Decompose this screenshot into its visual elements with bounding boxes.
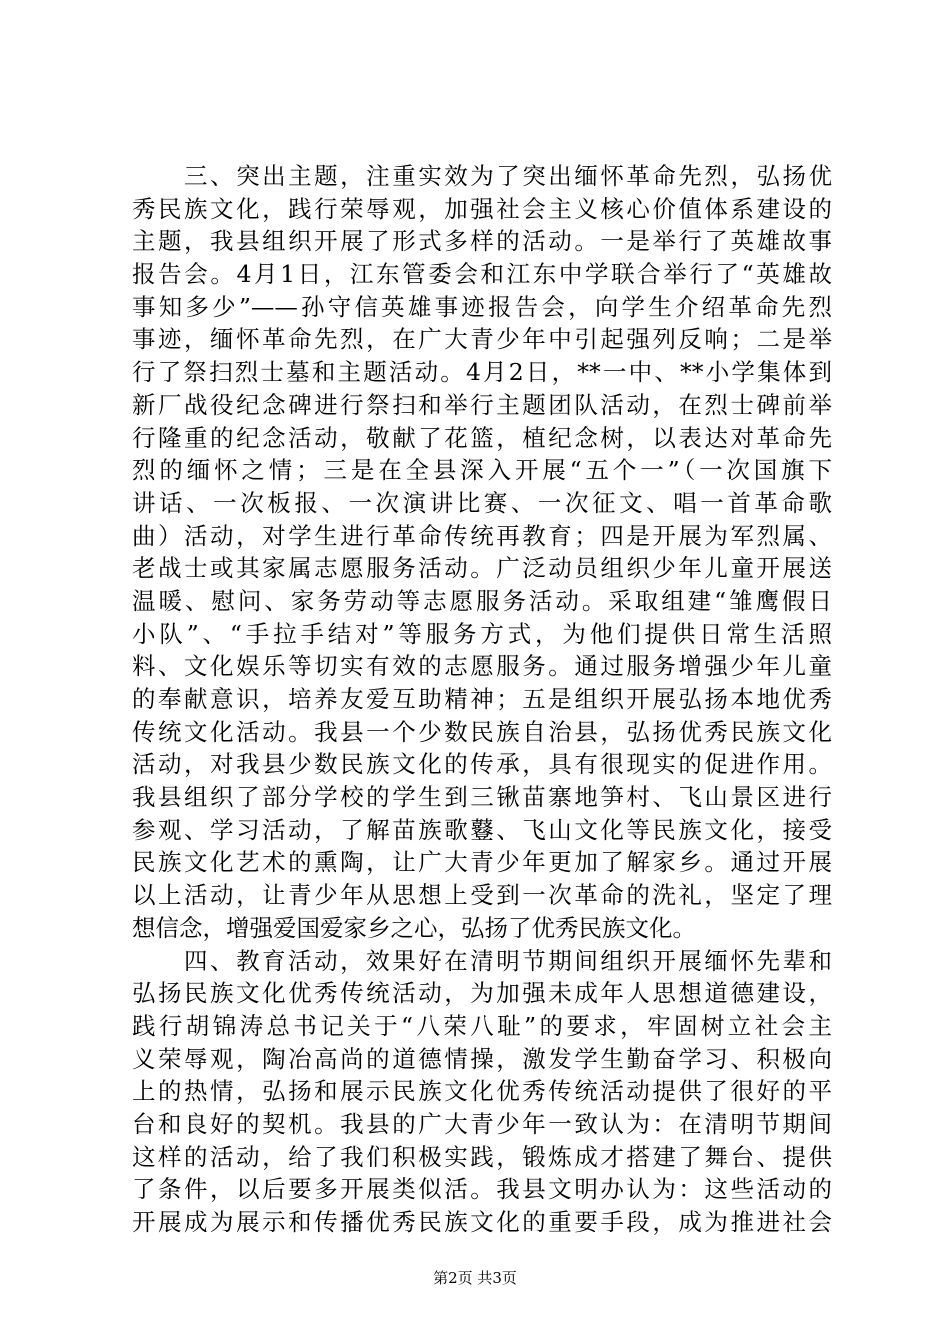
text-line: 想信念，增强爱国爱家乡之心，弘扬了优秀民族文化。: [132, 913, 696, 942]
text-line: 主题，我县组织开展了形式多样的活动。一是举行了英雄故事: [132, 227, 832, 256]
text-line: 行了祭扫烈士墓和主题活动。4月2日，**一中、**小学集体到: [132, 358, 832, 387]
text-line: 活动，对我县少数民族文化的传承，具有很现实的促进作用。: [132, 750, 832, 779]
text-line: 温暖、慰问、家务劳动等志愿服务活动。采取组建“雏鹰假日: [132, 586, 832, 615]
text-line: 传统文化活动。我县一个少数民族自治县，弘扬优秀民族文化: [132, 717, 832, 746]
text-line: 小队”、“手拉手结对”等服务方式，为他们提供日常生活照: [132, 619, 832, 648]
text-line: 料、文化娱乐等切实有效的志愿服务。通过服务增强少年儿童: [132, 652, 832, 681]
text-line: 台和良好的契机。我县的广大青少年一致认为：在清明节期间: [132, 1109, 832, 1138]
text-line: 行隆重的纪念活动，敬献了花篮，植纪念树，以表达对革命先: [132, 423, 832, 452]
text-line: 曲）活动，对学生进行革命传统再教育；四是开展为军烈属、: [132, 521, 832, 550]
text-line: 参观、学习活动，了解苗族歌鼟、飞山文化等民族文化，接受: [132, 815, 832, 844]
text-line: 新厂战役纪念碑进行祭扫和举行主题团队活动，在烈士碑前举: [132, 390, 832, 419]
page-footer: 第2页 共3页: [433, 1269, 517, 1287]
text-line: 以上活动，让青少年从思想上受到一次革命的洗礼，坚定了理: [132, 881, 832, 910]
text-line: 秀民族文化，践行荣辱观，加强社会主义核心价值体系建设的: [132, 194, 832, 223]
text-line: 烈的缅怀之情；三是在全县深入开展“五个一”（一次国旗下: [132, 456, 832, 485]
text-line: 民族文化艺术的熏陶，让广大青少年更加了解家乡。通过开展: [132, 848, 832, 877]
text-line: 了条件，以后要多开展类似活。我县文明办认为：这些活动的: [132, 1175, 832, 1204]
text-line: 事知多少”——孙守信英雄事迹报告会，向学生介绍革命先烈: [132, 292, 832, 321]
text-line: 弘扬民族文化优秀传统活动，为加强未成年人思想道德建设，: [132, 979, 832, 1008]
text-line: 的奉献意识，培养友爱互助精神；五是组织开展弘扬本地优秀: [132, 685, 832, 713]
text-line: 上的热情，弘扬和展示民族文化优秀传统活动提供了很好的平: [132, 1077, 832, 1106]
text-line: 四、教育活动，效果好在清明节期间组织开展缅怀先辈和: [132, 946, 832, 975]
text-line: 义荣辱观，陶冶高尚的道德情操，激发学生勤奋学习、积极向: [132, 1044, 832, 1073]
text-line: 报告会。4月1日，江东管委会和江东中学联合举行了“英雄故: [132, 260, 832, 289]
text-line: 事迹，缅怀革命先烈，在广大青少年中引起强列反响；二是举: [132, 325, 832, 354]
text-line: 践行胡锦涛总书记关于“八荣八耻”的要求，牢固树立社会主: [132, 1011, 832, 1040]
text-line: 老战士或其家属志愿服务活动。广泛动员组织少年儿童开展送: [132, 554, 832, 583]
text-line: 这样的活动，给了我们积极实践，锻炼成才搭建了舞台、提供: [132, 1142, 832, 1171]
text-line: 三、突出主题，注重实效为了突出缅怀革命先烈，弘扬优: [132, 162, 832, 190]
text-line: 我县组织了部分学校的学生到三锹苗寨地笋村、飞山景区进行: [132, 783, 832, 812]
text-line: 讲话、一次板报、一次演讲比赛、一次征文、唱一首革命歌: [132, 488, 832, 517]
text-line: 开展成为展示和传播优秀民族文化的重要手段，成为推进社会: [132, 1208, 832, 1236]
document-body: [132, 160, 832, 1239]
